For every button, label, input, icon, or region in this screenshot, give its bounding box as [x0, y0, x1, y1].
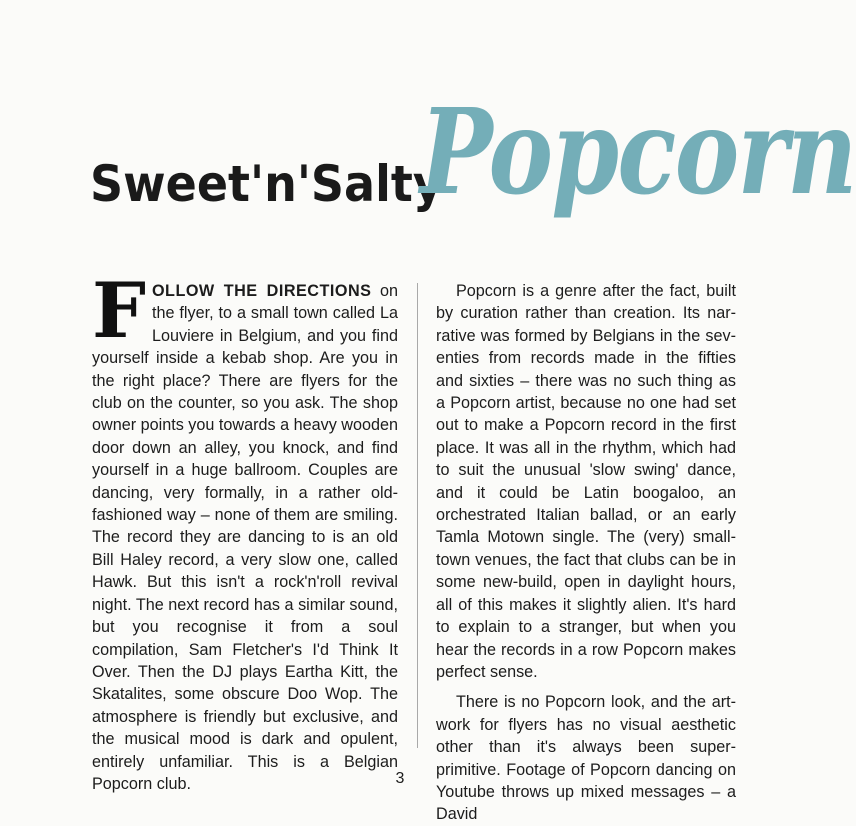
- page-title: [0, 0, 856, 260]
- intro-paragraph: [92, 266, 398, 795]
- page-number: 3: [395, 770, 405, 787]
- title-sweet-n-salty: Sweet'n'Salty: [90, 155, 443, 213]
- intro-text: on the flyer, to a small town called La Louviere in Belgium, and you find yourself inside a kebab shop. Are you in the right place? There are flyers for the club on the counter, so you ask. The shop owner points you towards a heavy wooden door down an alley, you knock, and find yourself in a huge ballroom. Couples are dancing, very formally, in a rather old-fashioned way – none of them are smiling. The record they are dancing to is an old Bill Haley record, a very slow one, called Hawk. But this isn't a rock'n'roll revival night. The next record has a similar sound, but you recognise it from a soul compilation, Sam Fletcher's I'd Think It Over. Then the DJ plays Eartha Kitt, the Skatalites, some obscure Doo Wop. The atmosphere is friendly but exclusive, and the musical mood is dark and opulent, entirely unfamiliar. This is a Belgian Popcorn club.: [92, 282, 398, 793]
- lead-in: OLLOW THE DIRECTIONS: [151, 282, 372, 300]
- right-column: [436, 280, 736, 826]
- title-popcorn: Popcorn: [420, 82, 856, 221]
- paragraph-genre: Popcorn is a genre after the fact, built by curation rather than creation. Its narrative was formed by Belgians in the seventies from records made in the fifties and sixties – there was no such thing as a Popcorn artist, because no one had set out to make a Popcorn record in the first place. It was all in the rhythm, which had to suit the unusual 'slow swing' dance, and it could be Latin boogaloo, an orchestrated Italian ballad, or an early Tamla Motown single. The (very) smalltown venues, the fact that clubs can be in some new-build, open in daylight hours, all of this makes it slightly alien. It's hard to explain to a stranger, but when you hear the records in a row Popcorn makes perfect sense.: [436, 282, 736, 681]
- left-column: [92, 266, 398, 795]
- drop-cap: F: [92, 266, 146, 355]
- column-divider: [417, 283, 418, 748]
- paragraph-look: There is no Popcorn look, and the artwork for flyers has no visual aesthetic other than it's always been super-primitive. Footage of Popcorn dancing on Youtube throws up mixed messages – a David: [436, 693, 736, 824]
